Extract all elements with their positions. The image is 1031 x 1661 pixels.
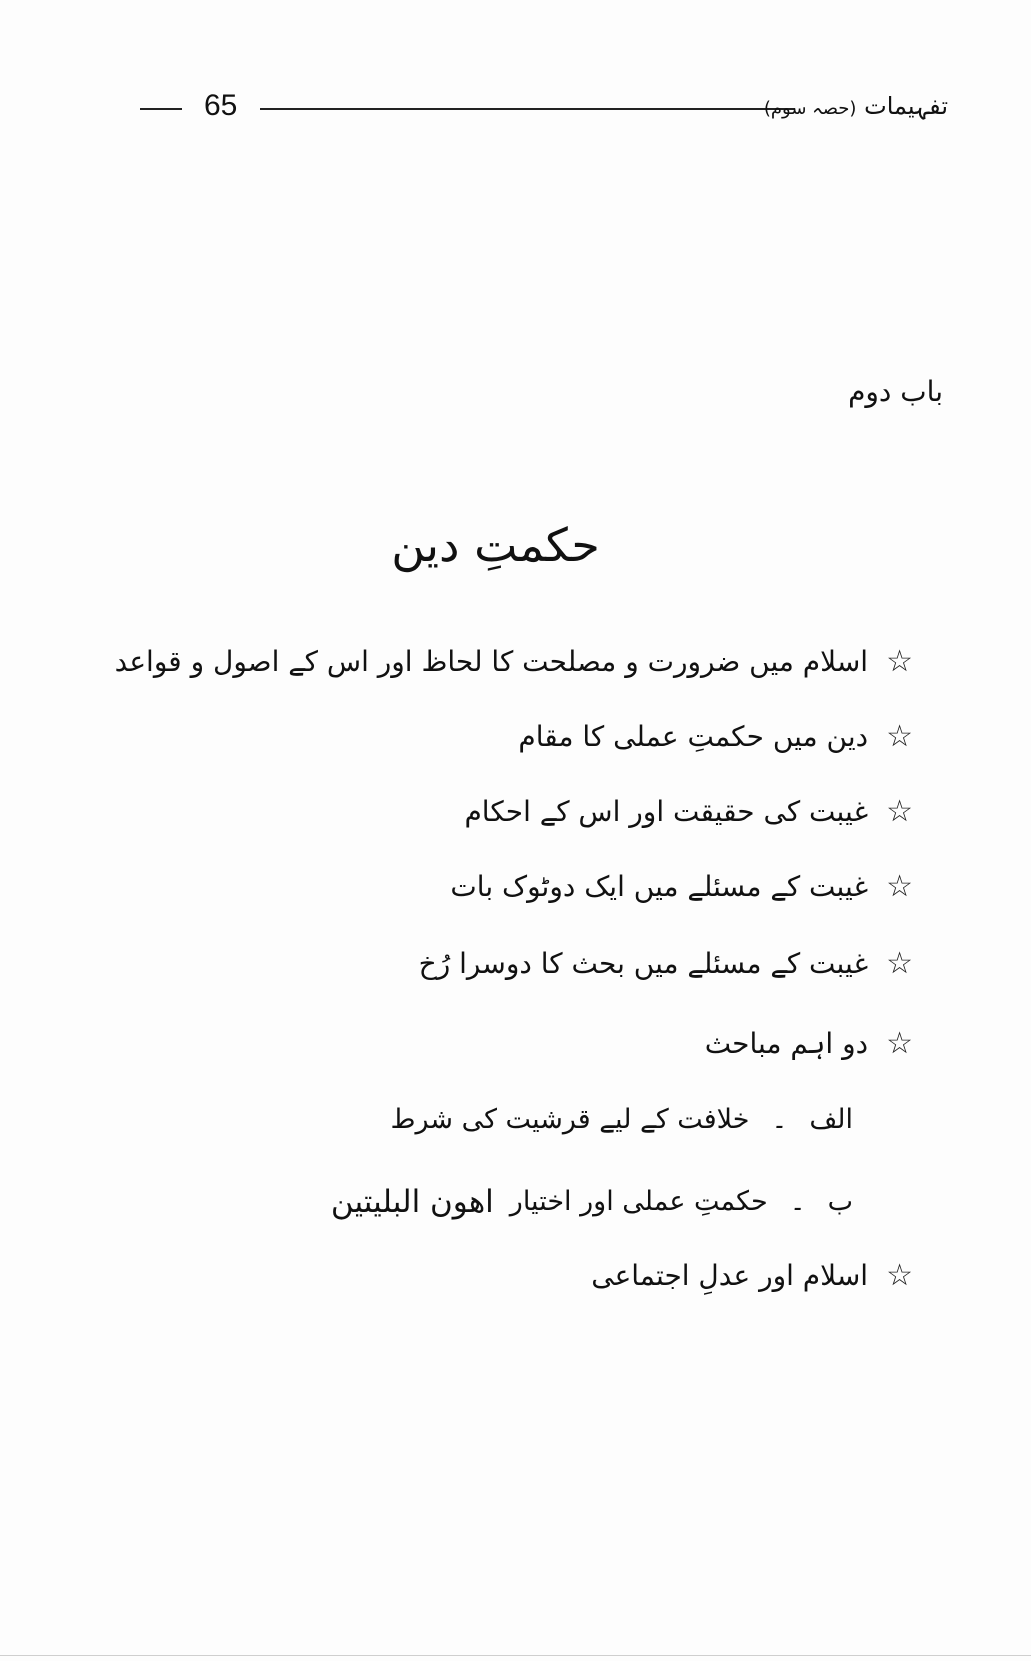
page-bottom-edge <box>0 1655 1031 1656</box>
star-icon: ☆ <box>886 869 913 904</box>
star-icon: ☆ <box>886 794 913 829</box>
contents-item <box>464 790 913 834</box>
contents-item-text: غیبت کی حقیقت اور اس کے احکام <box>464 795 869 828</box>
contents-item <box>115 640 913 684</box>
contents-item <box>450 865 913 909</box>
running-title-text: تفہیمات <box>864 92 948 120</box>
star-icon: ☆ <box>886 1258 913 1293</box>
sub-item-text: حکمتِ عملی اور اختیار <box>509 1186 768 1217</box>
star-icon: ☆ <box>886 1026 913 1061</box>
running-subtitle: (حصہ سوم) <box>763 98 857 119</box>
running-header <box>140 86 948 126</box>
contents-item <box>591 1254 913 1298</box>
contents-item <box>518 715 913 759</box>
star-icon: ☆ <box>886 719 913 754</box>
chapter-label: باب دوم <box>848 375 943 408</box>
star-icon: ☆ <box>886 644 913 679</box>
sub-item-marker: الف <box>809 1104 853 1135</box>
sub-item-separator: ۔ <box>771 1104 788 1135</box>
sub-item-emphasis: اھون البلیتین <box>330 1184 494 1220</box>
sub-item-text: خلافت کے لیے قرشیت کی شرط <box>390 1104 750 1135</box>
contents-item <box>705 1022 913 1066</box>
contents-sub-item <box>391 1098 853 1142</box>
running-title <box>764 86 948 129</box>
contents-item <box>419 942 913 986</box>
star-icon: ☆ <box>886 946 913 981</box>
header-rule-right <box>260 108 795 110</box>
contents-item-text: غیبت کے مسئلے میں بحث کا دوسرا رُخ <box>418 947 869 980</box>
contents-item-text: اسلام میں ضرورت و مصلحت کا لحاظ اور اس کے اصول و قواعد <box>114 645 869 678</box>
page-number: 65 <box>204 89 238 122</box>
sub-item-marker: ب <box>827 1186 853 1217</box>
contents-item-text: دو اہم مباحث <box>704 1027 869 1060</box>
header-rule-left <box>140 108 182 110</box>
contents-sub-item <box>331 1180 853 1224</box>
sub-item-separator: ۔ <box>789 1186 806 1217</box>
contents-item-text: غیبت کے مسئلے میں ایک دوٹوک بات <box>450 870 869 903</box>
contents-item-text: دین میں حکمتِ عملی کا مقام <box>518 720 869 753</box>
chapter-title: حکمتِ دین <box>391 518 600 572</box>
contents-item-text: اسلام اور عدلِ اجتماعی <box>591 1259 869 1292</box>
